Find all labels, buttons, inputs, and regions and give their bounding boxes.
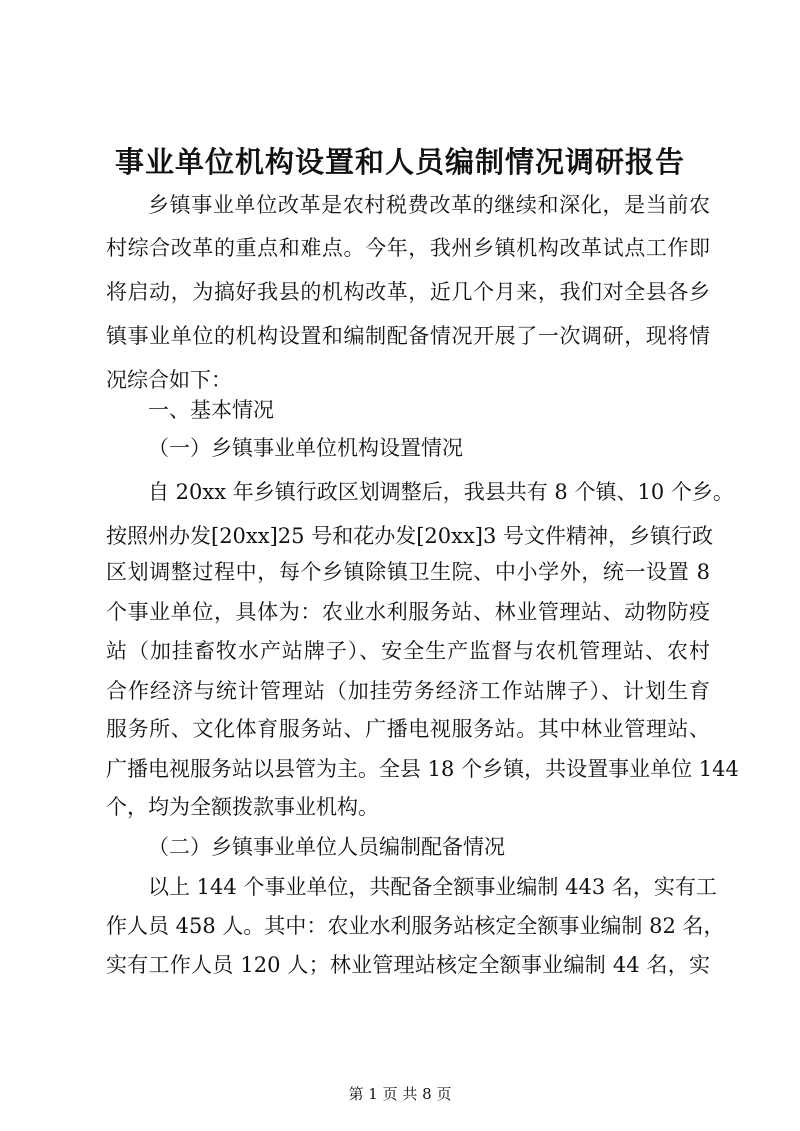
- body-line: 服务所、文化体育服务站、广播电视服务站。其中林业管理站、: [106, 717, 710, 741]
- body-line: 乡镇事业单位改革是农村税费改革的继续和深化，是当前农: [148, 193, 710, 217]
- body-line: 镇事业单位的机构设置和编制配备情况开展了一次调研，现将情: [106, 324, 710, 348]
- body-line: 自 20xx 年乡镇行政区划调整后，我县共有 8 个镇、10 个乡。: [148, 480, 734, 504]
- body-line: 合作经济与统计管理站（加挂劳务经济工作站牌子）、计划生育: [106, 679, 710, 703]
- body-line: 将启动，为搞好我县的机构改革，近几个月来，我们对全县各乡: [106, 280, 710, 304]
- page-number: 第 1 页 共 8 页: [348, 1085, 452, 1103]
- subsection-heading: （二）乡镇事业单位人员编制配备情况: [148, 835, 505, 859]
- section-heading: 一、基本情况: [148, 398, 274, 422]
- body-line: 村综合改革的重点和难点。今年，我州乡镇机构改革试点工作即: [106, 236, 710, 260]
- subsection-heading: （一）乡镇事业单位机构设置情况: [148, 436, 463, 460]
- body-line: 按照州办发[20xx]25 号和花办发[20xx]3 号文件精神，乡镇行政: [106, 524, 714, 548]
- body-line: 站（加挂畜牧水产站牌子）、安全生产监督与农机管理站、农村: [106, 639, 710, 663]
- body-line: 况综合如下：: [106, 368, 232, 392]
- body-line: 实有工作人员 120 人；林业管理站核定全额事业编制 44 名，实: [106, 953, 710, 977]
- body-line: 以上 144 个事业单位，共配备全额事业编制 443 名，实有工: [148, 875, 717, 899]
- body-line: 广播电视服务站以县管为主。全县 18 个乡镇，共设置事业单位 144: [106, 757, 739, 781]
- body-line: 区划调整过程中，每个乡镇除镇卫生院、中小学外，统一设置 8: [106, 560, 710, 584]
- document-title: 事业单位机构设置和人员编制情况调研报告: [114, 145, 685, 179]
- body-line: 个，均为全额拨款事业机构。: [106, 795, 379, 819]
- body-line: 作人员 458 人。其中：农业水利服务站核定全额事业编制 82 名，: [106, 914, 725, 938]
- body-line: 个事业单位，具体为：农业水利服务站、林业管理站、动物防疫: [106, 600, 710, 624]
